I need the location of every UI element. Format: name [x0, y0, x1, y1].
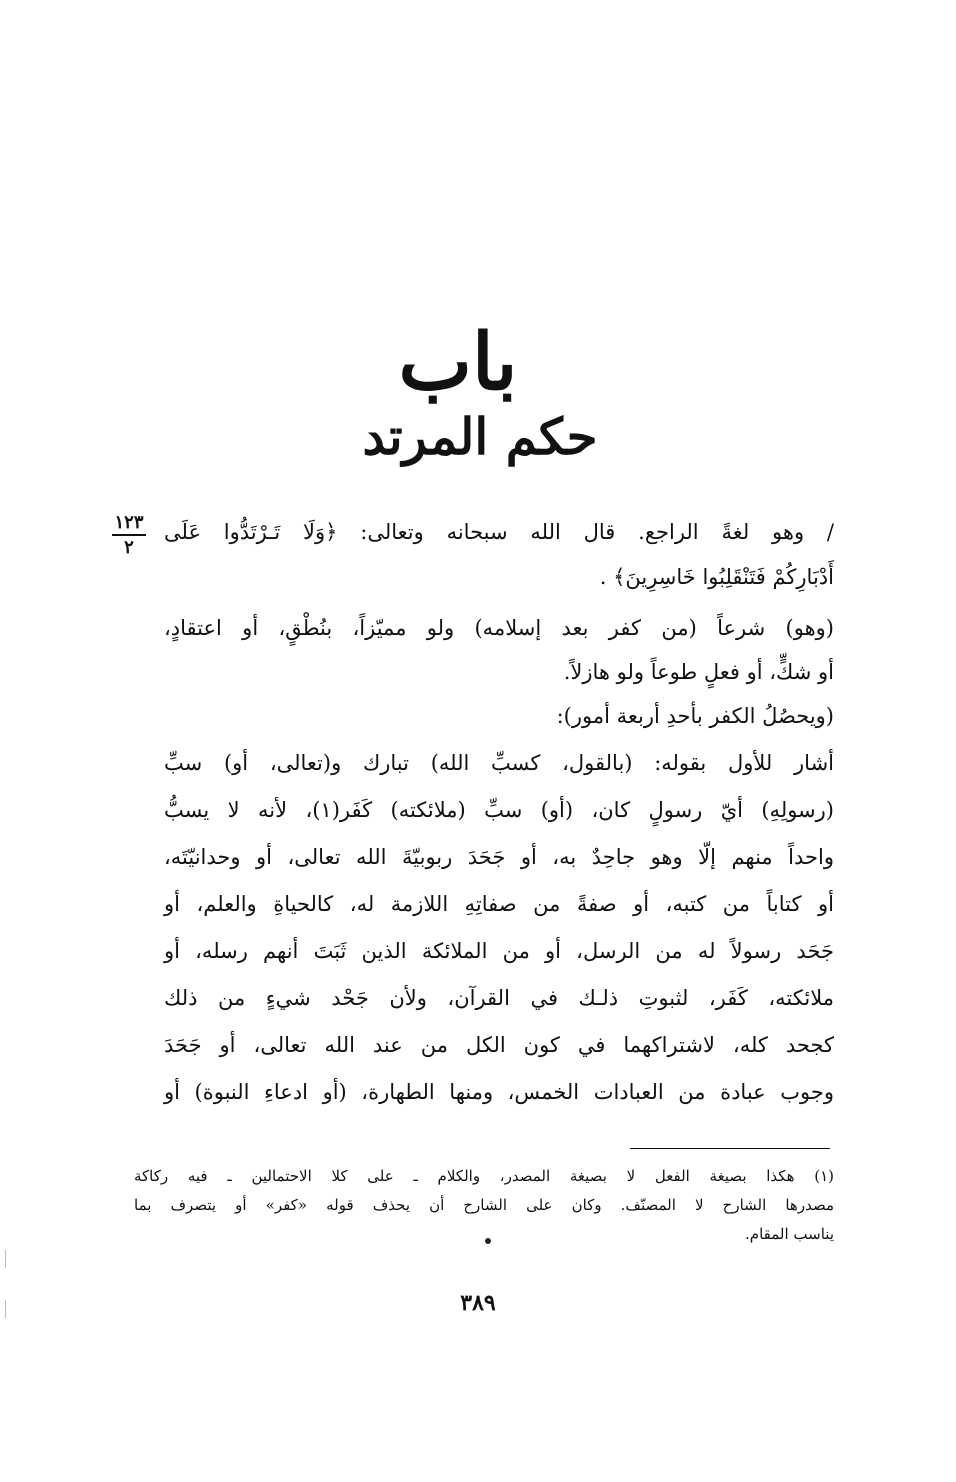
- margin-ref-denominator: ٢: [124, 537, 134, 558]
- body-line: أشار للأول بقوله: (بالقول، كسبِّ الله) تبارك و(تعالى، أو) سبِّ: [164, 751, 834, 775]
- body-line: أو شكٍّ، أو فعلٍ طوعاً ولو هازلاً.: [563, 660, 834, 684]
- body-line: أَدْبَارِكُمْ فَتَنْقَلِبُوا خَاسِرِينَ﴾ .: [599, 565, 834, 589]
- scan-margin-mark: [5, 1300, 6, 1318]
- scan-margin-mark: [5, 1250, 6, 1268]
- body-line: (رسولِهِ) أيّ رسولٍ كان، (أو) سبِّ (ملائكته) كَفَر(١)، لأنه لا يسبُّ: [164, 798, 834, 822]
- footnote-line: (١) هكذا بصيغة الفعل لا بصيغة المصدر، والكلام ـ على كلا الاحتمالين ـ فيه ركاكة: [134, 1167, 834, 1185]
- body-line: / وهو لغةً الراجع. قال الله سبحانه وتعالى: ﴿وَلَا تَـرْتَدُّوا عَلَى: [164, 520, 834, 544]
- footnote-divider: [630, 1148, 830, 1149]
- page-number: ٣٨٩: [460, 1290, 496, 1316]
- ink-dot: [485, 1238, 491, 1244]
- body-line: ملائكته، كَفَر، لثبوتِ ذلـك في القرآن، ولأن جَحْد شيءٍ من ذلك: [164, 986, 834, 1010]
- chapter-label: باب: [398, 317, 518, 408]
- body-line: (وهو) شرعاً (من كفر بعد إسلامه) ولو مميّزاً، بنُطْقٍ، أو اعتقادٍ،: [164, 616, 834, 640]
- footnote-line: يناسب المقام.: [745, 1225, 834, 1243]
- body-line: كجحد كله، لاشتراكهما في كون الكل من عند الله تعالى، أو جَحَدَ: [164, 1033, 834, 1057]
- body-line: واحداً منهم إلّا وهو جاحِدٌ به، أو جَحَدَ ربوبيّةَ الله تعالى، أو وحدانيّتَه،: [164, 845, 834, 869]
- body-line: وجوب عبادة من العبادات الخمس، ومنها الطهارة، (أو ادعاءِ النبوة) أو: [164, 1080, 834, 1104]
- footnote-line: مصدرها الشارح لا المصنّف. وكان على الشارح أن يحذف قوله «كفر» أو يتصرف بما: [134, 1196, 834, 1214]
- margin-page-reference: [106, 512, 152, 559]
- body-line: (ويحصُلُ الكفر بأحدِ أربعة أمور):: [556, 704, 834, 728]
- margin-ref-numerator: ١٢٣: [112, 512, 145, 536]
- chapter-title: حكم المرتد: [362, 407, 598, 466]
- body-line: أو كتاباً من كتبه، أو صفةً من صفاتِهِ اللازمة له، كالحياةِ والعلم، أو: [164, 892, 834, 916]
- body-line: جَحَد رسولاً له من الرسل، أو من الملائكة الذين ثَبَتَ أنهم رسله، أو: [164, 939, 834, 963]
